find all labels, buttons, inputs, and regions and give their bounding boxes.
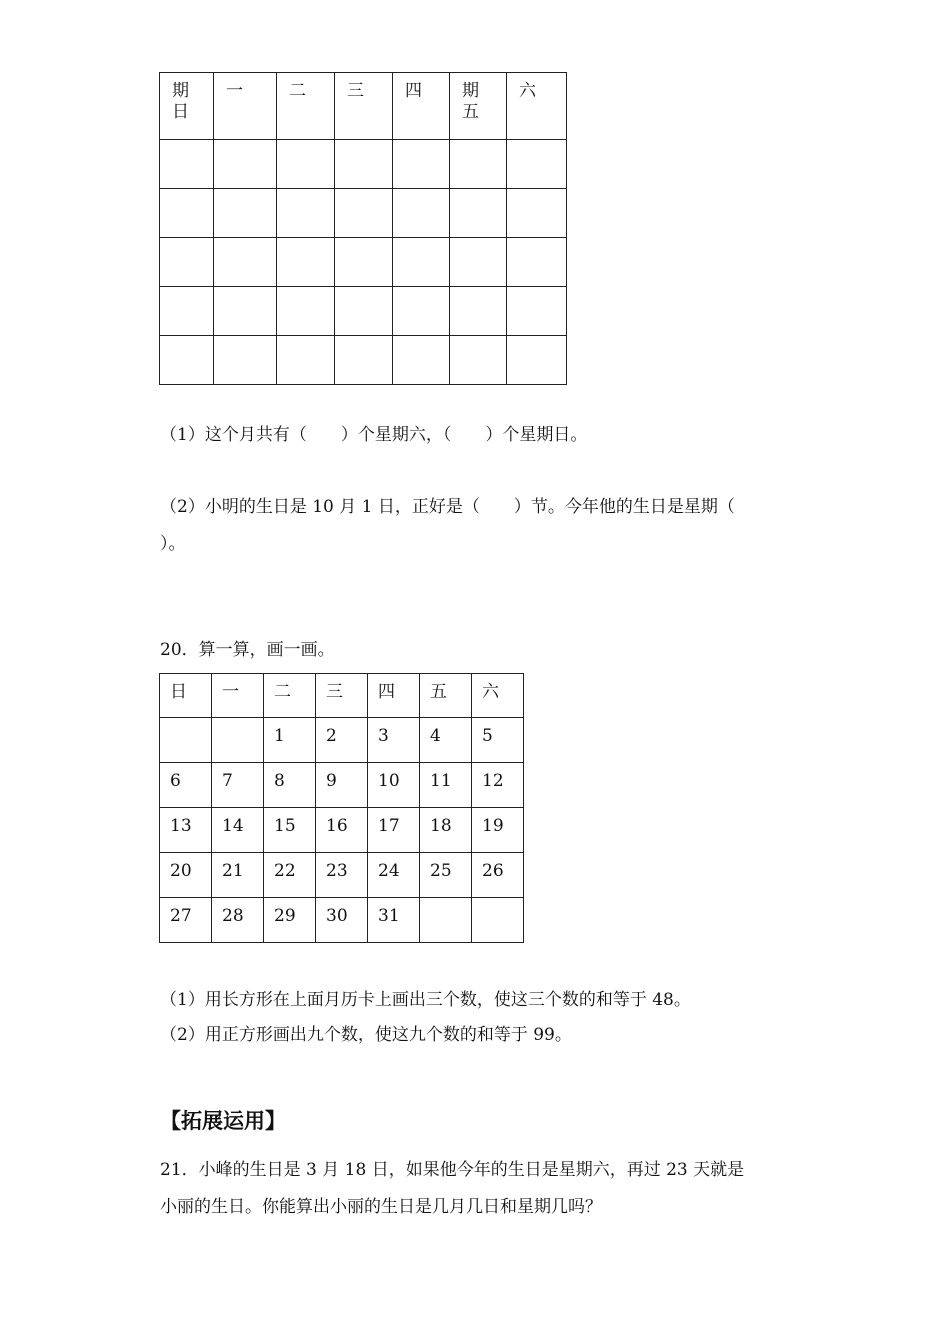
header-cell: 二: [277, 73, 335, 140]
table-cell: [450, 238, 507, 287]
date-cell: 18: [420, 808, 472, 853]
header-cell: 期 日: [160, 73, 214, 140]
header-cell: 六: [507, 73, 567, 140]
header-cell: 三: [335, 73, 393, 140]
date-cell: 12: [472, 763, 524, 808]
table-cell: [450, 287, 507, 336]
table-row: [160, 336, 567, 385]
date-cell: 8: [264, 763, 316, 808]
table-cell: [335, 189, 393, 238]
table-cell: [277, 238, 335, 287]
month-calendar-table: [159, 673, 524, 943]
table-cell: [393, 238, 450, 287]
table-row: [160, 718, 524, 763]
table-cell: [277, 336, 335, 385]
table-cell: [160, 140, 214, 189]
table-row: [160, 808, 524, 853]
date-cell: 20: [160, 853, 212, 898]
date-cell: [160, 718, 212, 763]
table-cell: [393, 336, 450, 385]
date-cell: 14: [212, 808, 264, 853]
table-cell: [335, 238, 393, 287]
date-cell: 15: [264, 808, 316, 853]
table-row: [160, 238, 567, 287]
header-cell: 一: [212, 674, 264, 718]
date-cell: 29: [264, 898, 316, 943]
table-cell: [393, 287, 450, 336]
question-21-line-2: 小丽的生日。你能算出小丽的生日是几月几日和星期几吗？: [160, 1197, 602, 1217]
table-cell: [507, 189, 567, 238]
table-cell: [160, 189, 214, 238]
header-cell: 五: [420, 674, 472, 718]
question-20-part-2: （2）用正方形画出九个数，使这九个数的和等于 99。: [160, 1025, 572, 1045]
date-cell: 3: [368, 718, 420, 763]
date-cell: 16: [316, 808, 368, 853]
table-cell: [277, 189, 335, 238]
date-cell: 19: [472, 808, 524, 853]
question-21-line-1: 21．小峰的生日是 3 月 18 日，如果他今年的生日是星期六，再过 23 天就是: [160, 1160, 745, 1180]
table-cell: [335, 287, 393, 336]
table-row: [160, 140, 567, 189]
date-cell: 24: [368, 853, 420, 898]
table-row: [160, 763, 524, 808]
table-row: [160, 898, 524, 943]
table-cell: [160, 287, 214, 336]
date-cell: 5: [472, 718, 524, 763]
section-title: 【拓展运用】: [160, 1109, 286, 1133]
table-cell: [214, 140, 277, 189]
date-cell: [212, 718, 264, 763]
date-cell: 25: [420, 853, 472, 898]
question-20-part-1: （1）用长方形在上面月历卡上画出三个数，使这三个数的和等于 48。: [160, 990, 691, 1010]
header-cell: 三: [316, 674, 368, 718]
table-cell: [277, 287, 335, 336]
header-cell: 一: [214, 73, 277, 140]
header-cell: 六: [472, 674, 524, 718]
header-cell: 期 五: [450, 73, 507, 140]
date-cell: 22: [264, 853, 316, 898]
table-row: [160, 189, 567, 238]
date-cell: 9: [316, 763, 368, 808]
header-cell: 四: [393, 73, 450, 140]
date-cell: 23: [316, 853, 368, 898]
date-cell: 21: [212, 853, 264, 898]
table-cell: [160, 336, 214, 385]
header-cell: 二: [264, 674, 316, 718]
header-cell: 四: [368, 674, 420, 718]
date-cell: 17: [368, 808, 420, 853]
table-row: [160, 853, 524, 898]
question-20-title: 20．算一算，画一画。: [160, 640, 335, 660]
date-cell: 31: [368, 898, 420, 943]
date-cell: 2: [316, 718, 368, 763]
table-cell: [450, 336, 507, 385]
table-cell: [214, 336, 277, 385]
table-cell: [507, 238, 567, 287]
date-cell: 10: [368, 763, 420, 808]
calendar-header-row: [160, 674, 524, 718]
date-cell: 1: [264, 718, 316, 763]
date-cell: 11: [420, 763, 472, 808]
date-cell: [420, 898, 472, 943]
table-cell: [335, 140, 393, 189]
header-cell: 日: [160, 674, 212, 718]
table-cell: [214, 287, 277, 336]
question-19-part-2-line-1: （2）小明的生日是 10 月 1 日，正好是（ ）节。今年他的生日是星期（: [160, 497, 735, 517]
date-cell: 6: [160, 763, 212, 808]
calendar-header-row: [160, 73, 567, 140]
date-cell: [472, 898, 524, 943]
table-cell: [507, 287, 567, 336]
table-cell: [393, 189, 450, 238]
question-19-part-1: （1）这个月共有（ ）个星期六，（ ）个星期日。: [160, 425, 588, 445]
table-cell: [450, 189, 507, 238]
table-row: [160, 287, 567, 336]
table-cell: [450, 140, 507, 189]
date-cell: 13: [160, 808, 212, 853]
table-cell: [393, 140, 450, 189]
blank-calendar-table: [159, 72, 567, 385]
question-19-part-2-line-2: ）。: [160, 534, 186, 554]
table-cell: [214, 238, 277, 287]
table-cell: [214, 189, 277, 238]
date-cell: 28: [212, 898, 264, 943]
table-cell: [507, 336, 567, 385]
table-cell: [160, 238, 214, 287]
date-cell: 26: [472, 853, 524, 898]
date-cell: 27: [160, 898, 212, 943]
date-cell: 4: [420, 718, 472, 763]
date-cell: 30: [316, 898, 368, 943]
date-cell: 7: [212, 763, 264, 808]
table-cell: [335, 336, 393, 385]
table-cell: [507, 140, 567, 189]
table-cell: [277, 140, 335, 189]
